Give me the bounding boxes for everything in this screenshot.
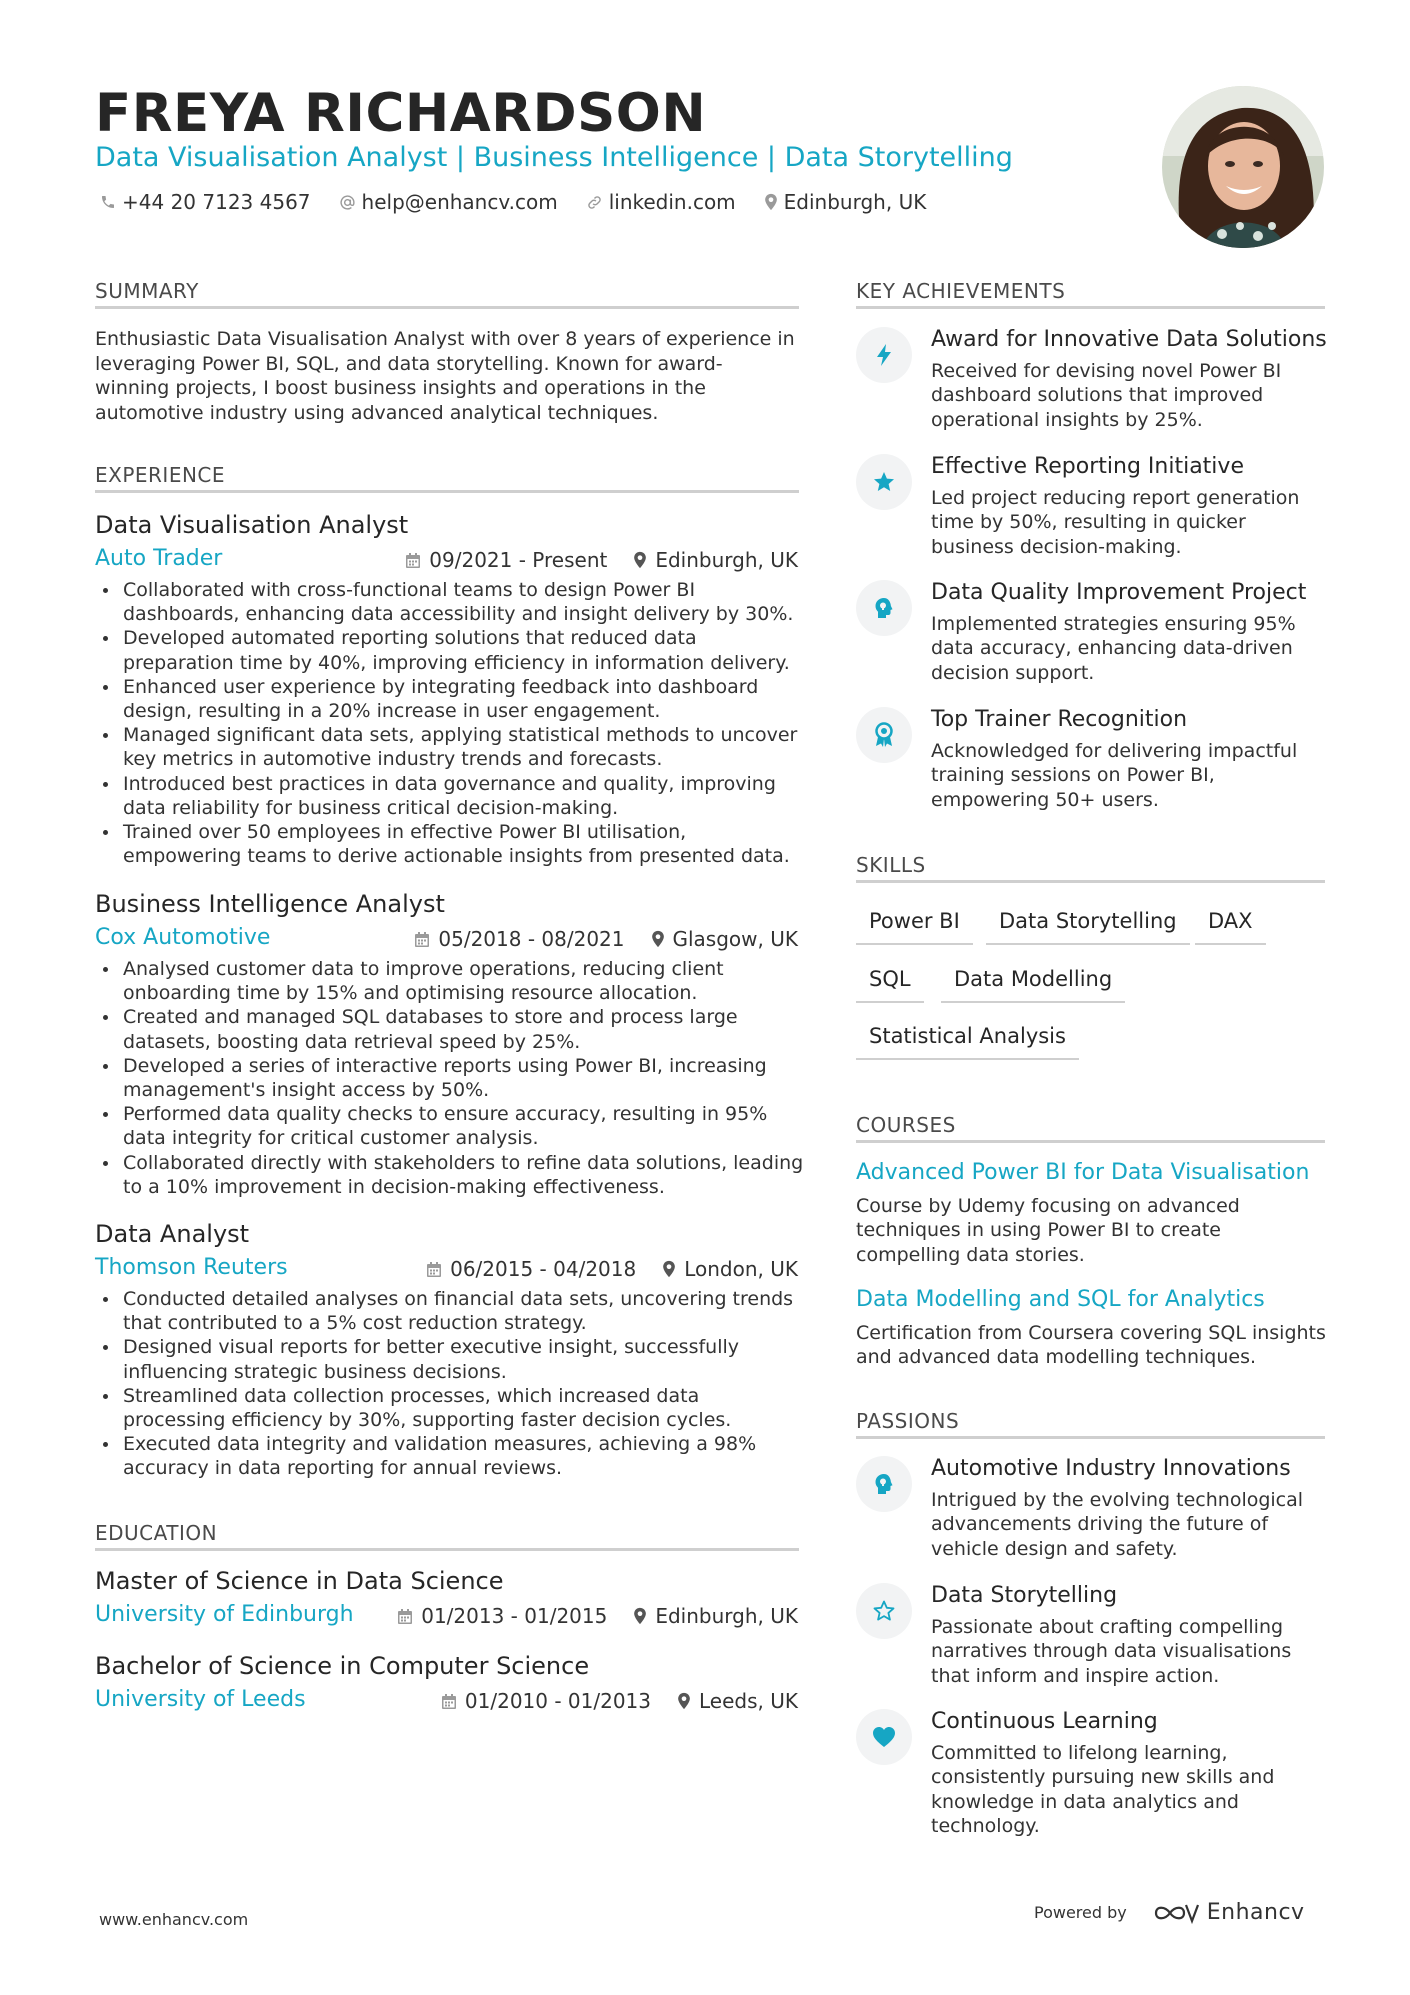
section-title-summary: SUMMARY [95,279,199,303]
candidate-name: FREYA RICHARDSON [95,83,707,144]
course-desc: Certification from Coursera covering SQL insights and advanced data modelling techniques. [856,1322,1326,1369]
map-pin-icon [651,930,665,948]
calendar-icon [397,1608,413,1625]
course-title: Advanced Power BI for Data Visualisation [856,1160,1310,1185]
course-desc: Course by Udemy focusing on advanced techniques in using Power BI to create compelling data stories. [856,1195,1240,1266]
bullet-item: Performed data quality checks to ensure accuracy, resulting in 95% data integrity for critical customer analysis. [95,1102,805,1150]
bullet-item: Designed visual reports for better executive insight, successfully influencing strategic business decisions. [95,1335,805,1383]
skill-tag: Power BI [856,907,973,945]
bullet-item: Conducted detailed analyses on financial data sets, uncovering trends that contributed to a 5% cost reduction strategy. [95,1287,805,1335]
course-title: Data Modelling and SQL for Analytics [856,1287,1265,1312]
job-meta [405,546,798,574]
job-location-text: Glasgow, UK [672,927,798,951]
job-dates-text: 05/2018 - 08/2021 [438,927,625,951]
bullet-item: Executed data integrity and validation measures, achieving a 98% accuracy in data reporting for annual reviews. [95,1432,805,1480]
contact-bar [100,188,954,216]
job-dates [414,925,624,953]
achievement-desc: Received for devising novel Power BI dashboard solutions that improved operational insights by 25%. [931,360,1282,431]
contact-email[interactable] [339,190,558,214]
star-icon [856,454,912,510]
map-pin-icon [633,1607,647,1625]
edu-degree: Bachelor of Science in Computer Science [95,1652,590,1680]
bullet-item: Collaborated with cross-functional teams to design Power BI dashboards, enhancing data accessibility and insight delivery by 30%. [95,578,805,626]
skill-tag: DAX [1195,907,1266,945]
job-location [633,546,798,574]
calendar-icon [426,1261,442,1278]
head-lightbulb-icon [856,580,912,636]
phone-icon [100,194,116,210]
bullet-item: Enhanced user experience by integrating feedback into dashboard design, resulting in a 20% increase in user engagement. [95,675,805,723]
job-title: Business Intelligence Analyst [95,890,445,918]
edu-degree: Master of Science in Data Science [95,1567,504,1595]
edu-school: University of Leeds [95,1687,306,1712]
achievement-desc: Implemented strategies ensuring 95% data accuracy, enhancing data-driven decision support. [931,613,1296,684]
section-title-courses: COURSES [856,1113,956,1137]
award-ribbon-icon [856,707,912,763]
contact-phone[interactable] [100,190,311,214]
passion-title: Automotive Industry Innovations [931,1456,1291,1481]
section-divider [95,1548,799,1551]
email-address: help@enhancv.com [361,190,558,214]
edu-dates [441,1687,651,1715]
edu-dates-text: 01/2010 - 01/2013 [464,1689,652,1713]
bullet-item: Created and managed SQL databases to store and process large datasets, boosting data retrieval speed by 25%. [95,1005,805,1053]
job-dates-text: 09/2021 - Present [429,548,608,572]
job-bullets [95,1287,805,1481]
edu-meta [441,1687,798,1715]
bullet-item: Analysed customer data to improve operations, reducing client onboarding time by 15% and optimising resource allocation. [95,957,805,1005]
summary-text: Enthusiastic Data Visualisation Analyst with over 8 years of experience in leveraging Power BI, SQL, and data storytelling. Known for award-winning projects, I boost business insights and operations in the automotive industry using advanced analytical techniques. [95,328,795,424]
section-title-passions: PASSIONS [856,1409,960,1433]
edu-school: University of Edinburgh [95,1602,354,1627]
passion-desc: Intrigued by the evolving technological advancements driving the future of vehicle design and safety. [931,1489,1304,1560]
achievement-title: Effective Reporting Initiative [931,454,1244,479]
section-title-experience: EXPERIENCE [95,463,226,487]
passion-title: Data Storytelling [931,1583,1118,1608]
job-bullets [95,578,805,868]
edu-dates-text: 01/2013 - 01/2015 [421,1604,608,1628]
job-location [651,925,799,953]
edu-location-text: Leeds, UK [699,1689,798,1713]
star-outline-icon [856,1583,912,1639]
job-company: Auto Trader [95,546,223,571]
passion-desc: Passionate about crafting compelling narratives through data visualisations that inform and inspire action. [931,1616,1292,1687]
job-dates-text: 06/2015 - 04/2018 [450,1257,637,1281]
map-pin-icon [662,1260,676,1278]
bullet-item: Managed significant data sets, applying statistical methods to uncover key metrics in automotive industry trends and forecasts. [95,723,805,771]
section-title-skills: SKILLS [856,853,926,877]
contact-location [764,190,927,214]
job-location [662,1255,798,1283]
linkedin-url: linkedin.com [608,190,736,214]
section-divider [856,1436,1325,1439]
bullet-item: Collaborated directly with stakeholders to refine data solutions, leading to a 10% improvement in decision-making effectiveness. [95,1151,805,1199]
map-pin-icon [677,1692,691,1710]
job-dates [426,1255,636,1283]
job-title: Data Visualisation Analyst [95,511,409,539]
lightning-bolt-icon [856,327,912,383]
achievement-title: Top Trainer Recognition [931,707,1188,732]
edu-dates [397,1602,607,1630]
section-divider [95,306,799,309]
skill-tag: Data Modelling [941,965,1125,1003]
job-bullets [95,957,805,1199]
candidate-headline: Data Visualisation Analyst | Business Intelligence | Data Storytelling [95,142,1013,173]
enhancv-logo[interactable] [1153,1900,1305,1925]
calendar-icon [414,931,430,948]
job-dates [405,546,607,574]
section-divider [856,1140,1325,1143]
calendar-icon [405,552,421,569]
map-pin-icon [633,551,647,569]
edu-location-text: Edinburgh, UK [655,1604,798,1628]
bullet-item: Developed automated reporting solutions that reduced data preparation time by 40%, improving efficiency in information delivery. [95,626,805,674]
at-sign-icon [339,194,356,211]
achievement-title: Award for Innovative Data Solutions [931,327,1327,352]
section-title-education: EDUCATION [95,1521,218,1545]
profile-photo [1162,86,1324,248]
edu-location [633,1602,798,1630]
section-divider [95,490,799,493]
heart-icon [856,1709,912,1765]
achievement-desc: Led project reducing report generation time by 50%, resulting in quicker business decision-making. [931,487,1300,558]
calendar-icon [441,1693,457,1710]
footer-powered [1034,1900,1305,1925]
bullet-item: Introduced best practices in data governance and quality, improving data reliability for business critical decision-making. [95,772,805,820]
skill-tag: Data Storytelling [986,907,1190,945]
job-title: Data Analyst [95,1220,250,1248]
section-divider [856,306,1325,309]
edu-location [677,1687,798,1715]
phone-number: +44 20 7123 4567 [122,190,311,214]
skill-tag: Statistical Analysis [856,1022,1079,1060]
job-company: Thomson Reuters [95,1255,288,1280]
map-pin-icon [764,193,778,211]
section-title-achievements: KEY ACHIEVEMENTS [856,279,1066,303]
bullet-item: Trained over 50 employees in effective Power BI utilisation, empowering teams to derive actionable insights from presented data. [95,820,805,868]
achievement-desc: Acknowledged for delivering impactful training sessions on Power BI, empowering 50+ users. [931,740,1298,811]
achievement-title: Data Quality Improvement Project [931,580,1307,605]
skill-tag: SQL [856,965,924,1003]
powered-by-label: Powered by [1034,1903,1127,1922]
edu-meta [397,1602,798,1630]
footer-website[interactable]: www.enhancv.com [99,1910,249,1929]
enhancv-logo-icon [1153,1901,1199,1925]
job-location-text: London, UK [684,1257,798,1281]
job-company: Cox Automotive [95,925,271,950]
contact-linkedin[interactable] [586,190,736,214]
bullet-item: Developed a series of interactive reports using Power BI, increasing management's insight access by 50%. [95,1054,805,1102]
job-location-text: Edinburgh, UK [655,548,798,572]
location-text: Edinburgh, UK [783,190,927,214]
passion-title: Continuous Learning [931,1709,1158,1734]
job-meta [426,1255,798,1283]
bullet-item: Streamlined data collection processes, which increased data processing efficiency by 30%, supporting faster decision cycles. [95,1384,805,1432]
job-meta [414,925,798,953]
brand-name: Enhancv [1206,1900,1305,1925]
head-lightbulb-icon [856,1456,912,1512]
link-icon [586,194,603,211]
passion-desc: Committed to lifelong learning, consistently pursuing new skills and knowledge in data analytics and technology. [931,1742,1275,1837]
section-divider [856,880,1325,883]
